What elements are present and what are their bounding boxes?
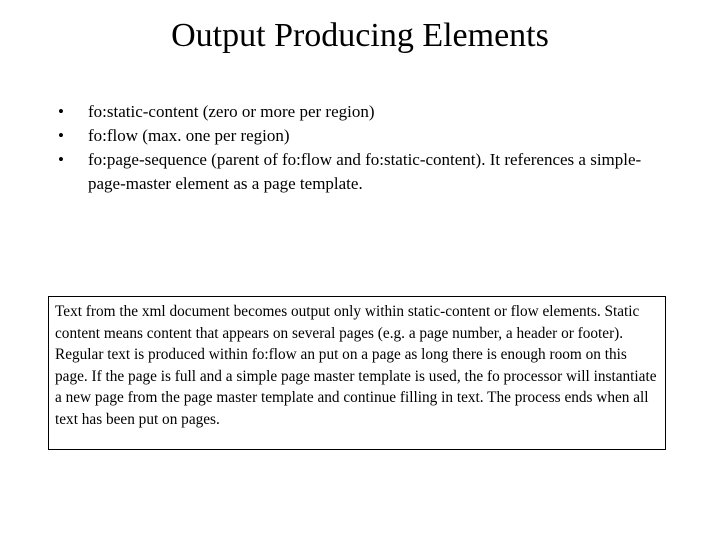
bullet-item-page-sequence xyxy=(56,148,676,196)
bullet-marker: • xyxy=(58,102,64,121)
explanation-box: Text from the xml document becomes output only within static-content or flow elements. Static content means content that appears on several pages (e.g. a page number, a header or footer). Regular text is produced within fo:flow an put on a page as long there is enough room on this page. If the page is full and a simple page master template is used, the fo processor will instantiate a new page from the page master template and continue filling in text. The process ends when all text has been put on pages. xyxy=(48,296,666,450)
bullet-item-flow xyxy=(56,124,676,148)
bullet-item-static-content xyxy=(56,100,676,124)
bullet-text: fo:flow (max. one per region) xyxy=(88,126,290,145)
bullet-list xyxy=(56,100,676,196)
bullet-marker: • xyxy=(58,150,64,169)
bullet-text: fo:static-content (zero or more per region) xyxy=(88,102,375,121)
bullet-marker: • xyxy=(58,126,64,145)
bullet-text: fo:page-sequence (parent of fo:flow and fo:static-content). It references a simple-page-master element as a page template. xyxy=(88,150,642,193)
slide-title: Output Producing Elements xyxy=(171,17,549,54)
